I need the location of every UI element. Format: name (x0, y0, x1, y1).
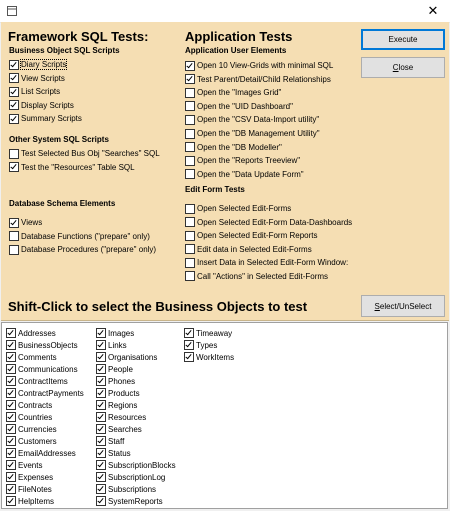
checkbox-test-selected-bus-obj-searches-sql[interactable] (9, 148, 160, 159)
checkbox-label: Open Selected Edit-Form Reports (197, 231, 318, 240)
checkbox-checked-icon[interactable] (6, 460, 16, 470)
checkbox-label: Test Selected Bus Obj "Searches" SQL (21, 149, 160, 158)
checkbox-checked-icon[interactable] (6, 436, 16, 446)
bo-item-filenotes[interactable] (6, 484, 52, 494)
checkbox-checked-icon[interactable] (6, 496, 16, 506)
checkbox-checked-icon[interactable] (9, 114, 19, 124)
checkbox-unchecked-icon[interactable] (185, 217, 195, 227)
checkbox-view-scripts[interactable] (9, 73, 65, 84)
framework-title: Framework SQL Tests: (8, 29, 149, 44)
bo-item-addresses[interactable] (6, 328, 56, 338)
bo-section-title: Shift-Click to select the Business Objects to test (8, 299, 308, 314)
bo-item-searches[interactable] (96, 424, 142, 434)
bo-item-workitems[interactable] (184, 352, 234, 362)
test-options-panel (1, 22, 449, 321)
checkbox-database-procedures-prepare-only[interactable] (9, 244, 156, 255)
bo-item-label: Comments (18, 352, 57, 362)
checkbox-label: Open 10 View-Grids with minimal SQL (197, 61, 334, 70)
checkbox-label: Open the "DB Modeller" (197, 142, 282, 152)
other-scripts-heading: Other System SQL Scripts (9, 135, 109, 144)
checkbox-test-parent-detail-child-relationships[interactable] (185, 74, 331, 85)
checkbox-unchecked-icon[interactable] (185, 101, 195, 111)
bo-item-label: EmailAddresses (18, 448, 76, 458)
bo-item-label: Countries (18, 412, 53, 422)
checkbox-label: Test the "Resources" Table SQL (21, 162, 135, 172)
checkbox-checked-icon[interactable] (9, 218, 19, 228)
checkbox-label: Call "Actions" in Selected Edit-Forms (197, 271, 329, 281)
checkbox-open-the-data-update-form[interactable] (185, 169, 304, 180)
checkbox-database-functions-prepare-only[interactable] (9, 231, 150, 242)
checkbox-unchecked-icon[interactable] (185, 258, 195, 268)
checkbox-open-selected-edit-form-reports[interactable] (185, 230, 318, 241)
edit-form-heading: Edit Form Tests (185, 185, 245, 194)
checkbox-call-actions-in-selected-edit-forms[interactable] (185, 271, 328, 282)
checkbox-checked-icon[interactable] (184, 352, 194, 362)
checkbox-open-the-images-grid[interactable] (185, 87, 281, 98)
checkbox-label: Open the "DB Management Utility" (197, 129, 320, 138)
checkbox-test-the-resources-table-sql[interactable] (9, 162, 135, 173)
checkbox-checked-icon[interactable] (96, 340, 106, 350)
bo-item-label: Communications (18, 364, 78, 374)
bo-item-label: Resources (108, 412, 147, 422)
checkbox-label: Open the "CSV Data-Import utility" (197, 115, 320, 125)
checkbox-label: Edit data in Selected Edit-Forms (197, 244, 312, 254)
bo-item-helpitems[interactable] (6, 496, 54, 506)
checkbox-label: Open Selected Edit-Forms (197, 204, 292, 213)
bo-item-label: Subscriptions (108, 484, 157, 494)
application-title: Application Tests (185, 29, 293, 44)
checkbox-checked-icon[interactable] (96, 412, 106, 422)
checkbox-checked-icon[interactable] (6, 424, 16, 434)
bo-item-label: Organisations (108, 352, 158, 362)
close-button-label: Close (392, 63, 414, 72)
bo-item-label: Regions (108, 400, 138, 410)
checkbox-checked-icon[interactable] (184, 328, 194, 338)
checkbox-checked-icon[interactable] (9, 60, 19, 70)
checkbox-label: Views (21, 218, 43, 227)
bo-item-label: Phones (108, 376, 136, 386)
close-button[interactable] (361, 57, 445, 78)
bo-item-label: Timeaway (196, 328, 233, 338)
checkbox-checked-icon[interactable] (184, 340, 194, 350)
bo-item-expenses[interactable] (6, 472, 53, 482)
checkbox-unchecked-icon[interactable] (185, 271, 195, 281)
bo-item-people[interactable] (96, 364, 133, 374)
bo-item-types[interactable] (184, 340, 217, 350)
checkbox-unchecked-icon[interactable] (185, 156, 195, 166)
bo-item-label: HelpItems (18, 496, 55, 506)
bo-item-label: Status (108, 448, 131, 458)
bo-item-events[interactable] (6, 460, 42, 470)
checkbox-open-selected-edit-forms[interactable] (185, 203, 291, 214)
checkbox-checked-icon[interactable] (6, 352, 16, 362)
bo-item-label: Events (18, 460, 43, 470)
bo-item-phones[interactable] (96, 376, 135, 386)
bo-item-staff[interactable] (96, 436, 124, 446)
checkbox-diary-scripts[interactable] (9, 59, 66, 70)
bo-item-label: Contracts (18, 400, 53, 410)
bo-item-label: Addresses (18, 328, 56, 338)
business-objects-list[interactable] (1, 322, 448, 509)
bo-item-label: Staff (108, 436, 125, 446)
checkbox-label: Insert Data in Selected Edit-Form Window: (197, 258, 349, 267)
checkbox-unchecked-icon[interactable] (185, 142, 195, 152)
bo-item-customers[interactable] (6, 436, 57, 446)
user-elements-heading: Application User Elements (185, 46, 287, 55)
bo-item-label: BusinessObjects (18, 340, 78, 350)
bo-item-label: SystemReports (108, 496, 163, 506)
bo-item-label: Links (108, 340, 127, 350)
checkbox-checked-icon[interactable] (6, 472, 16, 482)
bo-item-communications[interactable] (6, 364, 78, 374)
bo-item-subscriptionlog[interactable] (96, 472, 165, 482)
checkbox-checked-icon[interactable] (6, 340, 16, 350)
bo-item-label: People (108, 364, 133, 374)
checkbox-label: View Scripts (21, 73, 65, 83)
checkbox-edit-data-in-selected-edit-forms[interactable] (185, 244, 312, 255)
checkbox-checked-icon[interactable] (96, 448, 106, 458)
checkbox-checked-icon[interactable] (6, 484, 16, 494)
close-icon: ✕ (427, 3, 439, 18)
checkbox-checked-icon[interactable] (6, 376, 16, 386)
bo-item-status[interactable] (96, 448, 131, 458)
checkbox-label: List Scripts (21, 87, 61, 97)
bo-item-countries[interactable] (6, 412, 52, 422)
checkbox-views[interactable] (9, 217, 42, 228)
checkbox-unchecked-icon[interactable] (185, 115, 195, 125)
checkbox-checked-icon[interactable] (9, 73, 19, 83)
app-icon (6, 5, 18, 17)
bo-item-regions[interactable] (96, 400, 137, 410)
checkbox-checked-icon[interactable] (6, 364, 16, 374)
checkbox-label: Database Procedures ("prepare" only) (21, 245, 157, 254)
bo-item-contractpayments[interactable] (6, 388, 84, 398)
close-window-button[interactable] (416, 0, 450, 22)
checkbox-summary-scripts[interactable] (9, 113, 82, 124)
title-bar (0, 0, 450, 23)
bo-item-products[interactable] (96, 388, 140, 398)
checkbox-checked-icon[interactable] (96, 328, 106, 338)
checkbox-open-selected-edit-form-data-dashboards[interactable] (185, 217, 352, 228)
checkbox-unchecked-icon[interactable] (185, 169, 195, 179)
checkbox-open-the-reports-treeview[interactable] (185, 155, 300, 166)
bo-item-label: Products (108, 388, 140, 398)
checkbox-checked-icon[interactable] (9, 162, 19, 172)
checkbox-label: Open the "Reports Treeview" (197, 156, 301, 166)
bo-item-label: SubscriptionLog (108, 472, 166, 482)
bo-item-emailaddresses[interactable] (6, 448, 76, 458)
execute-button-label: Execute (388, 35, 418, 44)
bo-item-timeaway[interactable] (184, 328, 232, 338)
bo-item-label: Expenses (18, 472, 54, 482)
checkbox-checked-icon[interactable] (96, 484, 106, 494)
checkbox-checked-icon[interactable] (185, 74, 195, 84)
checkbox-checked-icon[interactable] (9, 87, 19, 97)
checkbox-checked-icon[interactable] (96, 400, 106, 410)
bo-item-label: Customers (18, 436, 57, 446)
select-unselect-button[interactable] (361, 295, 445, 317)
bo-item-label: Currencies (18, 424, 57, 434)
bo-item-contracts[interactable] (6, 400, 52, 410)
checkbox-unchecked-icon[interactable] (185, 244, 195, 254)
checkbox-checked-icon[interactable] (96, 496, 106, 506)
checkbox-label: Summary Scripts (21, 114, 82, 124)
bo-item-label: Images (108, 328, 135, 338)
bo-item-subscriptionblocks[interactable] (96, 460, 176, 470)
checkbox-list-scripts[interactable] (9, 86, 60, 97)
checkbox-unchecked-icon[interactable] (9, 231, 19, 241)
checkbox-insert-data-in-selected-edit-form-window[interactable] (185, 257, 348, 268)
checkbox-checked-icon[interactable] (6, 412, 16, 422)
checkbox-open-the-csv-data-import-utility[interactable] (185, 114, 319, 125)
checkbox-unchecked-icon[interactable] (185, 129, 195, 139)
checkbox-checked-icon[interactable] (185, 61, 195, 71)
select-unselect-label: Select/UnSelect (374, 301, 432, 311)
bo-item-businessobjects[interactable] (6, 340, 78, 350)
checkbox-checked-icon[interactable] (96, 364, 106, 374)
checkbox-label: Open the "UID Dashboard" (197, 101, 293, 111)
bo-item-label: WorkItems (196, 352, 235, 362)
checkbox-unchecked-icon[interactable] (185, 231, 195, 241)
checkbox-label: Database Functions ("prepare" only) (21, 231, 150, 241)
bo-item-systemreports[interactable] (96, 496, 163, 506)
checkbox-checked-icon[interactable] (96, 472, 106, 482)
checkbox-unchecked-icon[interactable] (9, 149, 19, 159)
checkbox-label: Open Selected Edit-Form Data-Dashboards (197, 217, 353, 227)
bo-item-contractitems[interactable] (6, 376, 68, 386)
checkbox-checked-icon[interactable] (6, 400, 16, 410)
bo-item-label: FileNotes (18, 484, 52, 494)
checkbox-checked-icon[interactable] (96, 388, 106, 398)
bo-item-comments[interactable] (6, 352, 57, 362)
checkbox-label: Diary Scripts (21, 60, 67, 69)
bo-item-subscriptions[interactable] (96, 484, 156, 494)
bo-item-label: Searches (108, 424, 142, 434)
bo-item-currencies[interactable] (6, 424, 57, 434)
checkbox-checked-icon[interactable] (6, 448, 16, 458)
bo-item-images[interactable] (96, 328, 134, 338)
checkbox-display-scripts[interactable] (9, 100, 74, 111)
checkbox-unchecked-icon[interactable] (9, 245, 19, 255)
checkbox-open-10-view-grids-with-minimal-sql[interactable] (185, 60, 333, 71)
schema-heading: Database Schema Elements (9, 199, 116, 208)
bo-item-label: ContractItems (18, 376, 68, 386)
bo-item-label: SubscriptionBlocks (108, 460, 176, 470)
bo-item-label: ContractPayments (18, 388, 84, 398)
checkbox-label: Display Scripts (21, 100, 74, 110)
checkbox-open-the-db-management-utility[interactable] (185, 128, 320, 139)
checkbox-checked-icon[interactable] (6, 388, 16, 398)
checkbox-open-the-uid-dashboard[interactable] (185, 101, 293, 112)
checkbox-checked-icon[interactable] (96, 424, 106, 434)
bo-item-label: Types (196, 340, 218, 350)
checkbox-checked-icon[interactable] (96, 352, 106, 362)
checkbox-open-the-db-modeller[interactable] (185, 142, 282, 153)
bo-item-links[interactable] (96, 340, 127, 350)
checkbox-checked-icon[interactable] (6, 328, 16, 338)
bo-scripts-heading: Business Object SQL Scripts (9, 46, 120, 55)
checkbox-unchecked-icon[interactable] (185, 204, 195, 214)
checkbox-unchecked-icon[interactable] (185, 88, 195, 98)
checkbox-checked-icon[interactable] (96, 436, 106, 446)
checkbox-checked-icon[interactable] (96, 376, 106, 386)
checkbox-label: Test Parent/Detail/Child Relationships (197, 74, 331, 84)
execute-button[interactable] (361, 29, 445, 50)
bo-item-resources[interactable] (96, 412, 146, 422)
checkbox-label: Open the "Data Update Form" (197, 169, 304, 179)
checkbox-label: Open the "Images Grid" (197, 88, 282, 98)
checkbox-checked-icon[interactable] (9, 100, 19, 110)
bo-item-organisations[interactable] (96, 352, 157, 362)
checkbox-checked-icon[interactable] (96, 460, 106, 470)
